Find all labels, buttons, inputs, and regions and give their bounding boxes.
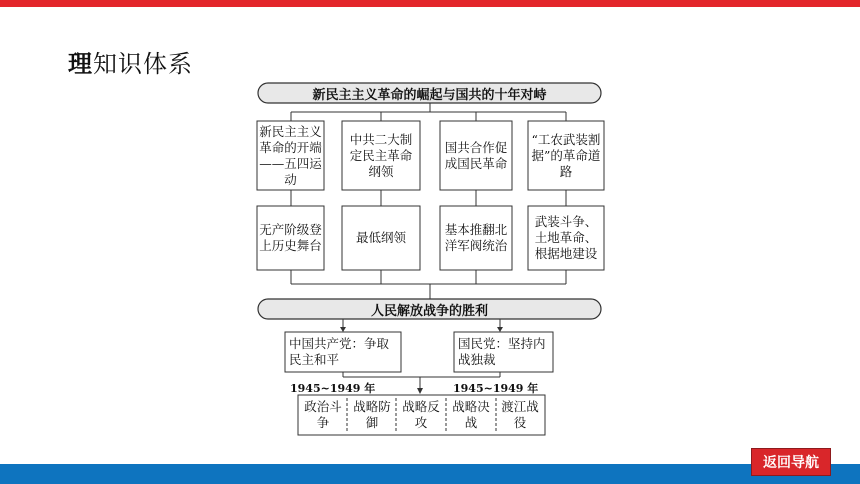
row1-text-4: “工农武装割据”的革命道路 [531,131,601,179]
left-party-text: 中国共产党：争取民主和平 [289,336,390,367]
row1-text-2: 中共二大制定民主革命纲领 [349,131,413,179]
page-title: 理知识体系 [68,50,193,78]
year-label-right: 1945~1949 年 [453,382,539,395]
row2-text-1: 无产阶级登上历史舞台 [259,222,322,253]
stage-5: 渡江战役 [501,399,539,430]
row2-text-2: 最低纲领 [355,230,406,245]
top-banner-text: 新民主主义革命的崛起与国共的十年对峙 [312,87,547,103]
stage-2: 战略防御 [353,399,391,430]
row2-text-3: 基本推翻北洋军阀统治 [444,222,508,253]
row1-text-3: 国共合作促成国民革命 [444,139,508,171]
bottom-accent-bar [0,464,860,484]
stage-1: 政治斗争 [304,399,342,430]
stage-3: 战略反攻 [402,399,440,430]
stage-4: 战略决战 [452,399,490,430]
right-party-text: 国民党：坚持内战独裁 [458,336,546,367]
mid-banner-text: 人民解放战争的胜利 [370,303,488,319]
row2-text-4: 武装斗争、土地革命、根据地建设 [534,214,598,261]
back-to-nav-button[interactable]: 返回导航 [751,448,831,476]
year-label-left: 1945~1949 年 [290,382,376,395]
row1-text-1: 新民主主义革命的开端——五四运动 [259,123,322,187]
